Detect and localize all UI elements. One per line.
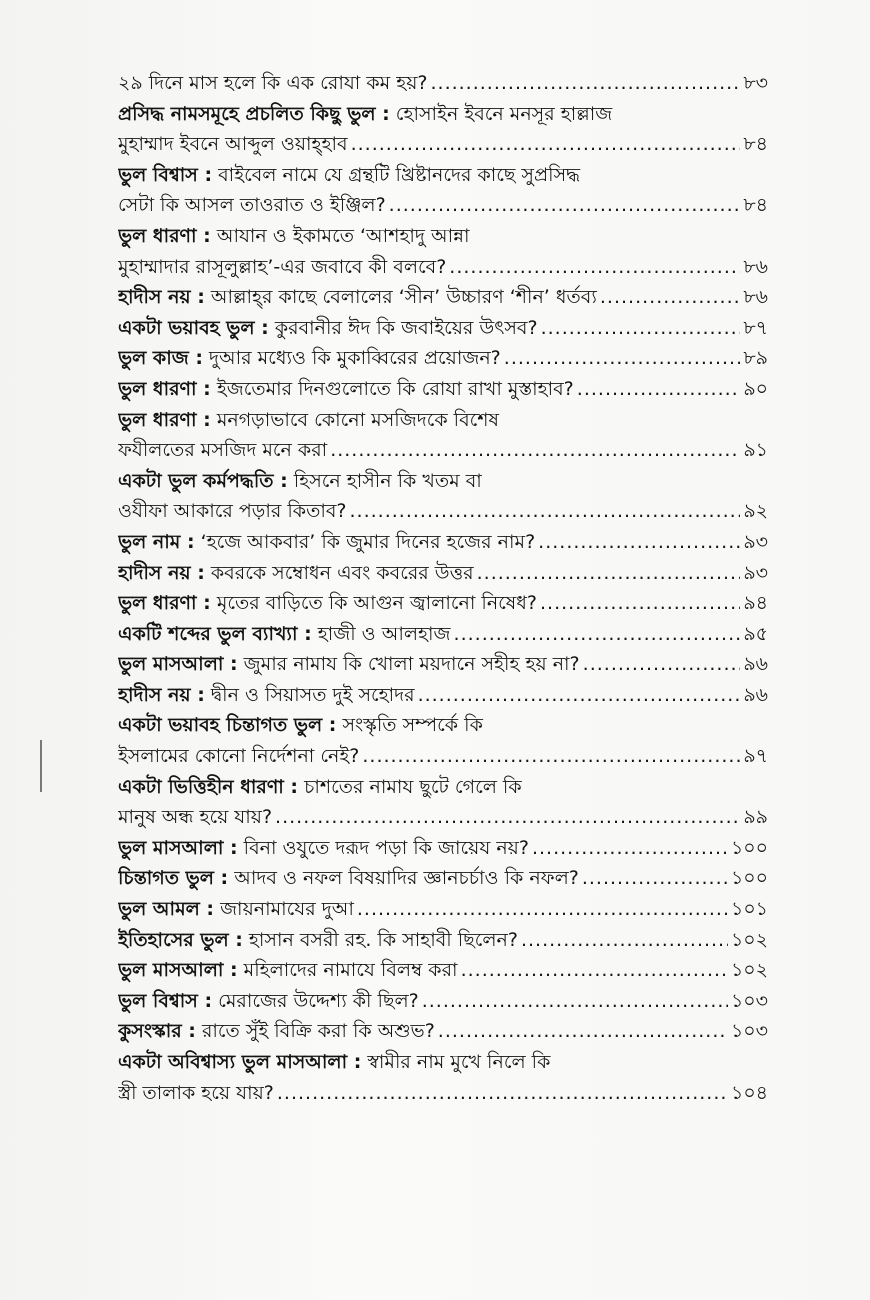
toc-entry bbox=[118, 680, 768, 711]
toc-entry-text: হিসনে হাসীন কি খতম বা bbox=[293, 469, 482, 492]
toc-page-number: ১০২ bbox=[730, 959, 768, 982]
toc-entry bbox=[118, 894, 768, 925]
toc-entry bbox=[118, 833, 768, 864]
toc-entry-text: বিনা ওযুতে দরূদ পড়া কি জায়েয নয়? bbox=[243, 836, 529, 859]
toc-entry-text: স্ত্রী তালাক হয়ে যায়? bbox=[118, 1081, 274, 1104]
toc-entry-line bbox=[118, 741, 768, 772]
toc-entry bbox=[118, 160, 768, 221]
toc-entry-text: মানুষ অন্ধ হয়ে যায়? bbox=[118, 806, 273, 829]
dot-leader bbox=[422, 986, 728, 1017]
toc-entry-label: ভুল ধারণা : bbox=[118, 408, 211, 431]
toc-page-number: ৯১ bbox=[743, 439, 768, 462]
toc-entry-text: দুআর মধ্যেও কি মুকাব্বিরের প্রয়োজন? bbox=[209, 347, 501, 370]
toc-page-number: ১০০ bbox=[730, 867, 768, 890]
toc-page-number: ৯২ bbox=[743, 500, 768, 523]
toc-entry-text: চাশতের নামায ছুটে গেলে কি bbox=[304, 775, 522, 798]
toc-page-number: ১০০ bbox=[730, 836, 768, 859]
dot-leader bbox=[449, 252, 740, 283]
toc-entry-text: স্বামীর নাম মুখে নিলে কি bbox=[367, 1051, 551, 1073]
toc-entry-label: প্রসিদ্ধ নামসমূহে প্রচলিত কিছু ভুল : bbox=[118, 102, 390, 125]
dot-leader bbox=[540, 588, 740, 619]
toc-entry-line bbox=[118, 129, 768, 160]
toc-entry bbox=[118, 1016, 768, 1047]
dot-leader bbox=[583, 649, 741, 680]
dot-leader bbox=[357, 894, 728, 925]
toc-entry-text: ইজতেমার দিনগুলোতে কি রোযা রাখা মুস্তাহাব? bbox=[216, 377, 574, 400]
toc-entry-label: ভুল মাসআলা : bbox=[118, 836, 238, 859]
toc-entry-label: একটা ভয়াবহ চিন্তাগত ভুল : bbox=[118, 714, 337, 737]
toc-entry-text: রাতে সুঁই বিক্রি করা কি অশুভ? bbox=[201, 1020, 435, 1043]
toc-entry-label: চিন্তাগত ভুল : bbox=[118, 867, 229, 890]
toc-entry-label: কুসংস্কার : bbox=[118, 1020, 196, 1043]
dot-leader bbox=[362, 741, 740, 772]
toc-entry bbox=[118, 527, 768, 558]
toc-entry-label: ভুল আমল : bbox=[118, 898, 215, 921]
toc-entry-label: হাদীস নয় : bbox=[118, 561, 205, 584]
toc-entry-label: ভুল কাজ : bbox=[118, 347, 203, 370]
toc-entry-text: ওযীফা আকারে পড়ার কিতাব? bbox=[118, 500, 347, 523]
dot-leader bbox=[600, 282, 740, 313]
toc-entry-text: মহিলাদের নামাযে বিলম্ব করা bbox=[243, 959, 458, 982]
toc-entry bbox=[118, 343, 768, 374]
toc-page-number: ৯৯ bbox=[743, 806, 768, 829]
toc-entry-text: সেটা কি আসল তাওরাত ও ইঞ্জিল? bbox=[118, 194, 386, 217]
toc-entry-line bbox=[118, 1016, 768, 1047]
dot-leader bbox=[538, 527, 740, 558]
toc-entry-text: মুহাম্মাদার রাসূলুল্লাহ’-এর জবাবে কী বলবে? bbox=[118, 255, 447, 278]
toc-entry-label: ভুল নাম : bbox=[118, 530, 195, 553]
toc-entry-line bbox=[118, 680, 768, 711]
toc-entry-line bbox=[118, 405, 768, 436]
toc-entry-label: একটা ভিত্তিহীন ধারণা : bbox=[118, 775, 299, 798]
toc-entry-line bbox=[118, 68, 768, 99]
toc-page-number: ১০৩ bbox=[730, 1020, 768, 1043]
dot-leader bbox=[277, 1078, 728, 1109]
toc-entry-line bbox=[118, 466, 768, 497]
toc-page-number: ৯৪ bbox=[743, 592, 768, 615]
toc-entry-line bbox=[118, 863, 768, 894]
toc-page-number: ৯৫ bbox=[743, 622, 768, 645]
dot-leader bbox=[504, 343, 741, 374]
dot-leader bbox=[389, 190, 741, 221]
toc-entry bbox=[118, 405, 768, 466]
toc-entry-line bbox=[118, 160, 768, 191]
toc-entry-line bbox=[118, 1047, 768, 1078]
toc-entry-label: একটা ভয়াবহ ভুল : bbox=[118, 316, 269, 339]
toc-entry-text: বাইবেল নামে যে গ্রন্থটি খ্রিষ্টানদের কাছে সুপ্রসিদ্ধ bbox=[218, 163, 581, 186]
toc-page-number: ৮৯ bbox=[743, 347, 768, 370]
toc-entry-line bbox=[118, 588, 768, 619]
toc-entry bbox=[118, 558, 768, 589]
toc-entry-text: জুমার নামায কি খোলা ময়দানে সহীহ হয় না? bbox=[243, 653, 580, 676]
toc-entry-label: হাদীস নয় : bbox=[118, 683, 205, 706]
toc-entry-text: আযান ও ইকামতে ‘আশহাদু আন্না bbox=[216, 224, 470, 247]
toc-entry-label: একটা ভুল কর্মপদ্ধতি : bbox=[118, 469, 288, 492]
toc-entry-line bbox=[118, 282, 768, 313]
toc-entry-label: ভুল বিশ্বাস : bbox=[118, 163, 213, 186]
toc-entry bbox=[118, 710, 768, 771]
toc-entry-text: সংস্কৃতি সম্পর্কে কি bbox=[342, 714, 483, 737]
dot-leader bbox=[438, 1016, 728, 1047]
toc-page-number: ৯০ bbox=[743, 377, 768, 400]
dot-leader bbox=[477, 558, 741, 589]
toc-entry-text: মৃতের বাড়িতে কি আগুন জ্বালানো নিষেধ? bbox=[216, 592, 538, 615]
toc-entry-line bbox=[118, 190, 768, 221]
dot-leader bbox=[582, 863, 728, 894]
toc-entry-line bbox=[118, 496, 768, 527]
toc-entry-line bbox=[118, 221, 768, 252]
toc-entry-label: একটা অবিশ্বাস্য ভুল মাসআলা : bbox=[118, 1051, 362, 1073]
toc-entry bbox=[118, 466, 768, 527]
toc-entry bbox=[118, 588, 768, 619]
toc-entry-text: মনগড়াভাবে কোনো মসজিদকে বিশেষ bbox=[216, 408, 500, 431]
toc-entry bbox=[118, 99, 768, 160]
toc-page-number: ১০৩ bbox=[730, 989, 768, 1012]
dot-leader bbox=[418, 680, 741, 711]
toc-page-number: ৮৩ bbox=[743, 72, 768, 94]
toc-entry-text: আল্লাহ্‌র কাছে বেলালের ‘সীন’ উচ্চারণ ‘শীন’ ধর্তব্য bbox=[210, 286, 597, 309]
toc-entry-line bbox=[118, 925, 768, 956]
toc-page-number: ৮৬ bbox=[743, 255, 768, 278]
toc-entry-text: হাজী ও আলহাজ bbox=[317, 622, 451, 645]
toc-entry-text: আদব ও নফল বিষয়াদির জ্ঞানচর্চাও কি নফল? bbox=[234, 867, 579, 890]
toc-entry bbox=[118, 1047, 768, 1108]
toc-entry-label: হাদীস নয় : bbox=[118, 286, 205, 309]
toc-entry-line bbox=[118, 1078, 768, 1109]
toc-entry-text: জায়নামাযের দুআ bbox=[220, 898, 354, 921]
toc-entry bbox=[118, 619, 768, 650]
toc-entry-line bbox=[118, 649, 768, 680]
toc-entry bbox=[118, 986, 768, 1017]
toc-entry-line bbox=[118, 435, 768, 466]
toc-entry bbox=[118, 649, 768, 680]
toc-entry-label: ভুল মাসআলা : bbox=[118, 653, 238, 676]
toc-entry-line bbox=[118, 252, 768, 283]
toc-entry-line bbox=[118, 955, 768, 986]
toc-entry bbox=[118, 68, 768, 99]
dot-leader bbox=[521, 925, 728, 956]
table-of-contents bbox=[118, 68, 768, 1108]
toc-entry-text: দ্বীন ও সিয়াসত দুই সহোদর bbox=[210, 683, 415, 706]
toc-entry-line bbox=[118, 558, 768, 589]
toc-entry-label: ভুল ধারণা : bbox=[118, 592, 211, 615]
toc-entry-label: একটি শব্দের ভুল ব্যাখ্যা : bbox=[118, 622, 312, 645]
dot-leader bbox=[454, 619, 741, 650]
binding-mark bbox=[40, 740, 42, 792]
toc-page-number: ৮৭ bbox=[743, 316, 768, 339]
toc-entry bbox=[118, 863, 768, 894]
toc-entry-label: ভুল ধারণা : bbox=[118, 224, 211, 247]
dot-leader bbox=[330, 435, 740, 466]
toc-entry-text: কুরবানীর ঈদ কি জবাইয়ের উৎসব? bbox=[274, 316, 538, 339]
dot-leader bbox=[541, 313, 741, 344]
toc-entry bbox=[118, 374, 768, 405]
toc-entry-text: ইসলামের কোনো নির্দেশনা নেই? bbox=[118, 745, 360, 768]
toc-entry-line bbox=[118, 374, 768, 405]
toc-page-number: ৯৩ bbox=[743, 530, 768, 553]
toc-page-number: ৯৬ bbox=[743, 683, 768, 706]
toc-entry-line bbox=[118, 619, 768, 650]
toc-entry bbox=[118, 955, 768, 986]
dot-leader bbox=[430, 68, 740, 99]
toc-entry bbox=[118, 772, 768, 833]
toc-entry-label: ইতিহাসের ভুল : bbox=[118, 928, 243, 951]
toc-entry-text: হোসাইন ইবনে মনসূর হাল্লাজ bbox=[395, 102, 613, 125]
toc-entry bbox=[118, 221, 768, 282]
toc-entry bbox=[118, 925, 768, 956]
toc-page-number: ১০২ bbox=[730, 928, 768, 951]
toc-entry-text: ২৯ দিনে মাস হলে কি এক রোযা কম হয়? bbox=[118, 72, 428, 94]
dot-leader bbox=[350, 496, 741, 527]
dot-leader bbox=[532, 833, 728, 864]
dot-leader bbox=[351, 129, 741, 160]
toc-entry-line bbox=[118, 833, 768, 864]
toc-entry-label: ভুল বিশ্বাস : bbox=[118, 989, 213, 1012]
toc-entry-text: ফযীলতের মসজিদ মনে করা bbox=[118, 439, 328, 462]
toc-page-number: ১০৪ bbox=[730, 1081, 768, 1104]
toc-entry-text: মুহাম্মাদ ইবনে আব্দুল ওয়াহ্হাব bbox=[118, 133, 348, 156]
toc-entry-text: হাসান বসরী রহ. কি সাহাবী ছিলেন? bbox=[248, 928, 518, 951]
toc-entry-text: কবরকে সম্বোধন এবং কবরের উত্তর bbox=[210, 561, 474, 584]
toc-entry bbox=[118, 313, 768, 344]
toc-entry-line bbox=[118, 802, 768, 833]
toc-page-number: ৯৬ bbox=[743, 653, 768, 676]
toc-entry bbox=[118, 282, 768, 313]
toc-entry-line bbox=[118, 527, 768, 558]
toc-entry-text: ‘হজে আকবার’ কি জুমার দিনের হজের নাম? bbox=[200, 530, 536, 553]
toc-entry-label: ভুল মাসআলা : bbox=[118, 959, 238, 982]
toc-page-number: ৯৭ bbox=[743, 745, 768, 768]
toc-page-number: ১০১ bbox=[730, 898, 768, 921]
dot-leader bbox=[577, 374, 741, 405]
toc-entry-line bbox=[118, 710, 768, 741]
dot-leader bbox=[461, 955, 728, 986]
toc-page-number: ৮৪ bbox=[743, 133, 768, 156]
toc-page-number: ৮৪ bbox=[743, 194, 768, 217]
toc-entry-line bbox=[118, 772, 768, 803]
toc-entry-line bbox=[118, 343, 768, 374]
toc-entry-label: ভুল ধারণা : bbox=[118, 377, 211, 400]
toc-entry-line bbox=[118, 894, 768, 925]
toc-entry-line bbox=[118, 313, 768, 344]
toc-page-number: ৮৬ bbox=[743, 286, 768, 309]
toc-page-number: ৯৩ bbox=[743, 561, 768, 584]
toc-entry-line bbox=[118, 986, 768, 1017]
toc-entry-line bbox=[118, 99, 768, 130]
dot-leader bbox=[275, 802, 740, 833]
toc-entry-text: মেরাজের উদ্দেশ্য কী ছিল? bbox=[218, 989, 419, 1012]
